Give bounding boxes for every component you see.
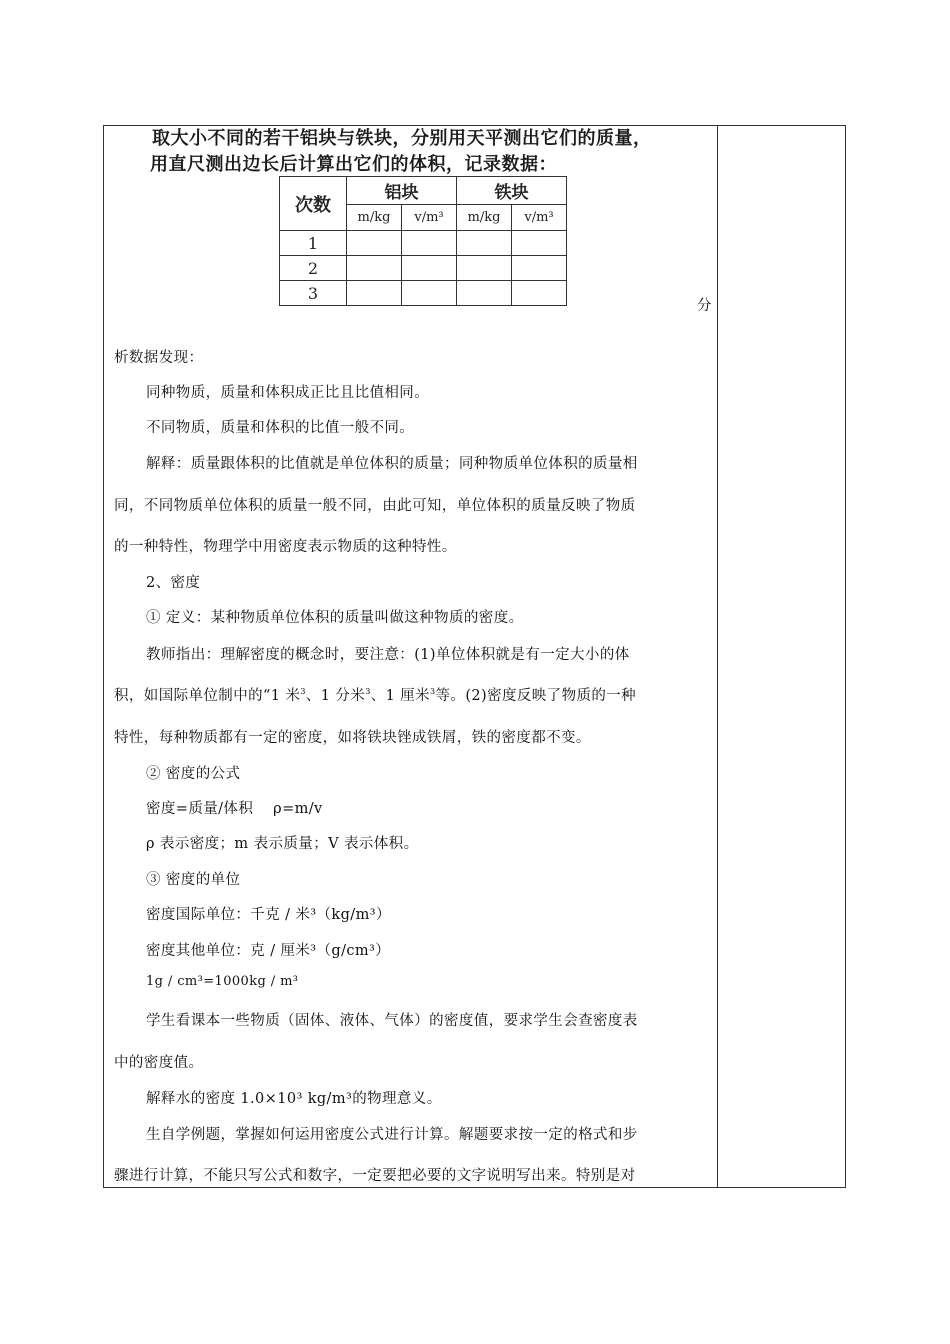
paragraph-teacher-3: 特性，每种物质都有一定的密度，如将铁块锉成铁屑，铁的密度都不变。 xyxy=(114,730,591,746)
table-cell xyxy=(457,231,512,256)
intro-line-1: 取大小不同的若干铝块与铁块，分别用天平测出它们的质量， xyxy=(152,128,652,149)
section-heading-formula: ② 密度的公式 xyxy=(146,766,241,782)
table-cell xyxy=(402,231,457,256)
column-divider xyxy=(717,126,718,1187)
table-cell xyxy=(402,256,457,281)
section-heading-density: 2、密度 xyxy=(146,575,201,591)
table-cell xyxy=(347,231,402,256)
row-number: 1 xyxy=(280,231,347,256)
superscript: 3 xyxy=(300,687,306,696)
paragraph-textbook-2: 中的密度值。 xyxy=(114,1055,204,1071)
formula-density: 密度=质量/体积 ρ=m/v xyxy=(146,801,323,817)
paragraph-other-unit: 密度其他单位：克 / 厘米³（g/cm³） xyxy=(146,943,391,959)
table-cell xyxy=(512,231,567,256)
teacher-2-part-4: 等。(2)密度反映了物质的一种 xyxy=(435,688,637,704)
paragraph-explain-2: 同，不同物质单位体积的质量一般不同，由此可知，单位体积的质量反映了物质 xyxy=(114,498,636,514)
content-table-frame xyxy=(103,125,846,1188)
paragraph-si-unit: 密度国际单位：千克 / 米³（kg/m³） xyxy=(146,907,391,923)
row-number: 3 xyxy=(280,281,347,306)
header-aluminum: 铝块 xyxy=(347,177,457,205)
paragraph-example-2: 骤进行计算，不能只写公式和数字，一定要把必要的文字说明写出来。特别是对 xyxy=(114,1168,636,1184)
intro-line-2: 用直尺测出边长后计算出它们的体积，记录数据： xyxy=(150,154,557,175)
paragraph-teacher-1: 教师指出：理解密度的概念时，要注意：(1)单位体积就是有一定大小的体 xyxy=(146,647,630,663)
teacher-2-part-1: 积，如国际单位制中的“1 米 xyxy=(114,688,301,704)
table-cell xyxy=(512,256,567,281)
paragraph-diff-material: 不同物质，质量和体积的比值一般不同。 xyxy=(146,420,415,436)
teacher-2-part-3: 、1 厘米 xyxy=(370,688,431,704)
paragraph-explain-3: 的一种特性，物理学中用密度表示物质的这种特性。 xyxy=(114,539,457,555)
text-fen: 分 xyxy=(697,298,712,314)
section-heading-units: ③ 密度的单位 xyxy=(146,872,241,888)
unit-mass-al: m/kg xyxy=(347,205,402,231)
paragraph-definition: ① 定义：某种物质单位体积的质量叫做这种物质的密度。 xyxy=(146,610,524,626)
table-cell xyxy=(347,281,402,306)
table-cell xyxy=(457,281,512,306)
paragraph-same-material: 同种物质，质量和体积成正比且比值相同。 xyxy=(146,385,430,401)
header-iron: 铁块 xyxy=(457,177,567,205)
paragraph-water-density: 解释水的密度 1.0×10³ kg/m³的物理意义。 xyxy=(146,1091,442,1107)
unit-volume-al: v/m³ xyxy=(402,205,457,231)
table-cell xyxy=(402,281,457,306)
unit-volume-fe: v/m³ xyxy=(512,205,567,231)
superscript: 3 xyxy=(430,687,436,696)
teacher-2-part-2: 、1 分米 xyxy=(305,688,366,704)
header-count: 次数 xyxy=(280,177,347,231)
paragraph-analysis: 析数据发现： xyxy=(114,350,204,366)
main-column xyxy=(104,126,717,1187)
paragraph-conversion: 1g / cm³=1000kg / m³ xyxy=(146,974,299,989)
table-cell xyxy=(512,281,567,306)
paragraph-teacher-2 xyxy=(114,684,636,705)
paragraph-example-1: 生自学例题，掌握如何运用密度公式进行计算。解题要求按一定的格式和步 xyxy=(146,1127,638,1143)
paragraph-explain-1: 解释：质量跟体积的比值就是单位体积的质量；同种物质单位体积的质量相 xyxy=(146,456,638,472)
formula-legend: ρ 表示密度；m 表示质量；V 表示体积。 xyxy=(146,836,419,852)
experiment-intro xyxy=(152,126,712,178)
table-cell xyxy=(457,256,512,281)
row-number: 2 xyxy=(280,256,347,281)
unit-mass-fe: m/kg xyxy=(457,205,512,231)
table-cell xyxy=(347,256,402,281)
data-record-table xyxy=(279,176,567,306)
paragraph-textbook-1: 学生看课本一些物质（固体、液体、气体）的密度值，要求学生会查密度表 xyxy=(146,1013,638,1029)
superscript: 3 xyxy=(365,687,371,696)
